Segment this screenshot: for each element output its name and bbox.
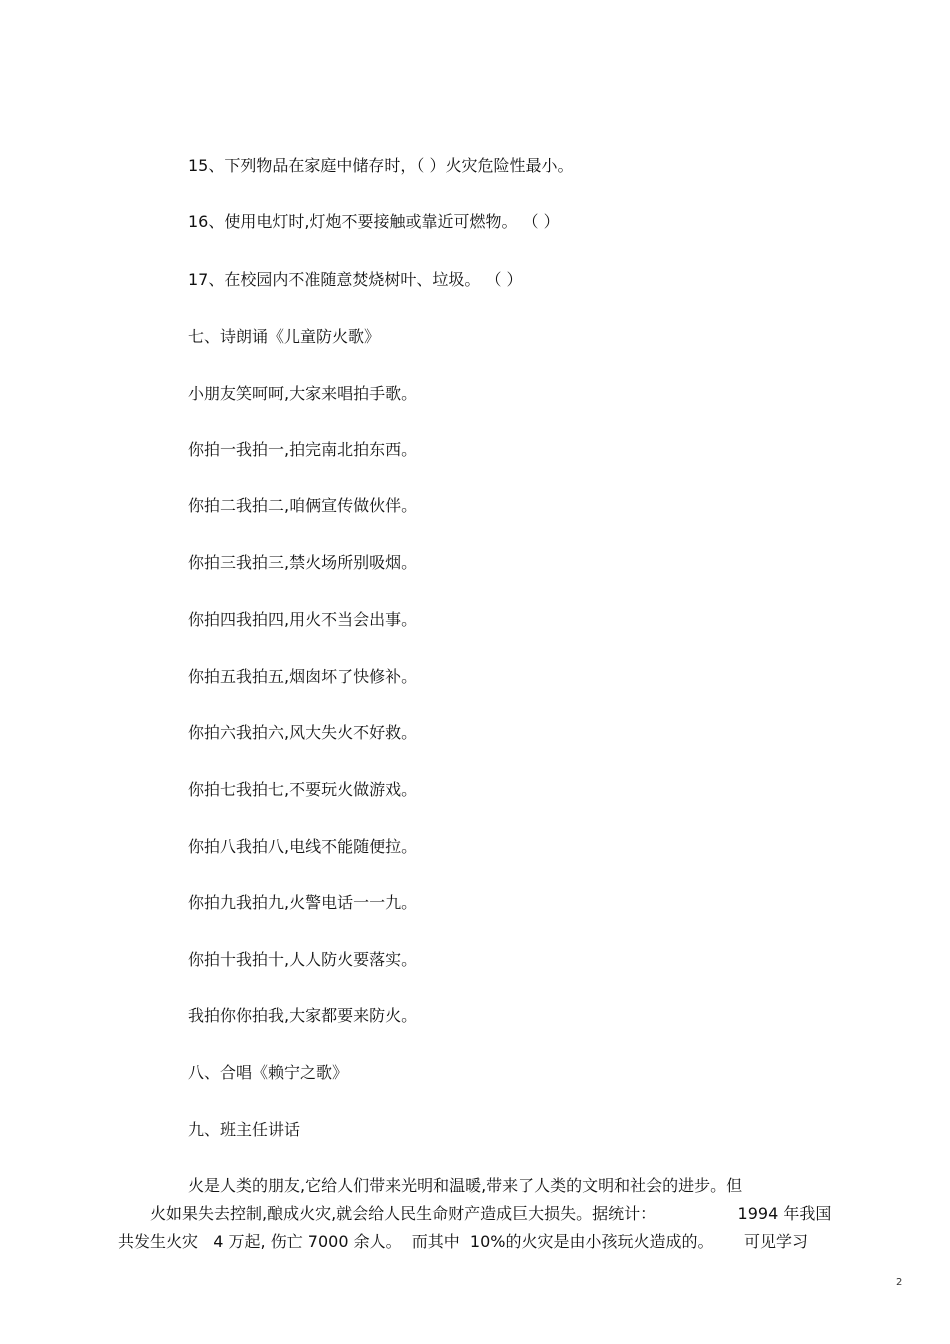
- poem-line: 你拍一我拍一,拍完南北拍东西。: [188, 440, 418, 459]
- poem-line: 小朋友笑呵呵,大家来唱拍手歌。: [188, 384, 418, 403]
- section-heading-song: 八、合唱《赖宁之歌》: [188, 1063, 349, 1082]
- page-number: 2: [896, 1277, 903, 1288]
- poem-line: 你拍二我拍二,咱俩宣传做伙伴。: [188, 496, 418, 515]
- question-16: 16、使用电灯时,灯炮不要接触或靠近可燃物。 （ ）: [188, 212, 560, 231]
- poem-line: 你拍八我拍八,电线不能随便拉。: [188, 837, 418, 856]
- speech-paragraph-line: 火是人类的朋友,它给人们带来光明和温暖,带来了人类的文明和社会的进步。但: [188, 1176, 743, 1195]
- poem-line: 你拍四我拍四,用火不当会出事。: [188, 610, 418, 629]
- section-heading-teacher-speech: 九、班主任讲话: [188, 1120, 301, 1139]
- poem-line: 你拍六我拍六,风大失火不好救。: [188, 723, 418, 742]
- speech-paragraph-line: 火如果失去控制,酿成火灾,就会给人民生命财产造成巨大损失。据统计： 1994 年我国: [150, 1204, 832, 1223]
- question-17: 17、在校园内不准随意焚烧树叶、垃圾。 （ ）: [188, 270, 523, 289]
- poem-line: 你拍七我拍七,不要玩火做游戏。: [188, 780, 418, 799]
- section-heading-poem: 七、诗朗诵《儿童防火歌》: [188, 327, 381, 346]
- speech-paragraph-line: 共发生火灾 4 万起, 伤亡 7000 余人。 而其中 10%的火灾是由小孩玩火造成的。 可见学习: [118, 1232, 809, 1251]
- question-15: 15、下列物品在家庭中储存时，（ ）火灾危险性最小。: [188, 156, 574, 175]
- poem-line: 你拍五我拍五,烟囱坏了快修补。: [188, 667, 418, 686]
- poem-line: 我拍你你拍我,大家都要来防火。: [188, 1006, 418, 1025]
- poem-line: 你拍九我拍九,火警电话一一九。: [188, 893, 418, 912]
- poem-line: 你拍十我拍十,人人防火要落实。: [188, 950, 418, 969]
- poem-line: 你拍三我拍三,禁火场所别吸烟。: [188, 553, 418, 572]
